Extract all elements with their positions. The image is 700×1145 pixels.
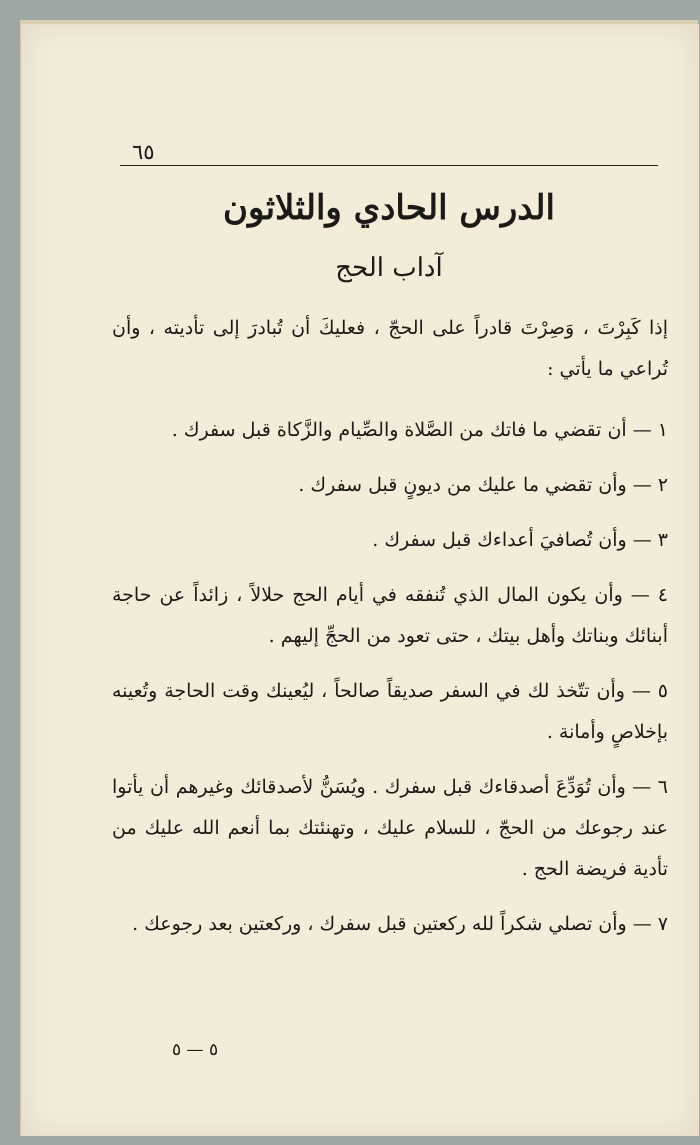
page-header: [120, 140, 658, 168]
footer-signature: ٥ — ٥: [172, 1040, 219, 1060]
header-rule: [120, 165, 658, 166]
list-item-4: ٤ — وأن يكون المال الذي تُنفقه في أيام الحج حلالاً ، زائداً عن حاجة أبنائك وبناتك وأهل بيتك ، حتى تعود من الحجِّ إليهم .: [112, 584, 668, 647]
list-item-5: ٥ — وأن تتّخذ لك في السفر صديقاً صالحاً ، ليُعينك وقت الحاجة وتُعينه بإخلاصٍ وأمانة .: [112, 680, 668, 743]
page-number: ٦٥: [132, 140, 155, 164]
list-item-6: ٦ — وأن تُوَدِّعَ أصدقاءك قبل سفرك . ويُسَنُّ لأصدقائك وغيرهم أن يأتوا عند رجوعك من الحجّ ، للسلام عليك ، وتهنئتك بما أنعم الله عليك من تأدية فريضة الحج .: [112, 776, 668, 880]
list-item-2: ٢ — وأن تقضي ما عليك من ديونٍ قبل سفرك .: [298, 474, 668, 496]
list-item-1: ١ — أن تقضي ما فاتك من الصَّلاة والصِّيام والزَّكاة قبل سفرك .: [171, 419, 668, 441]
intro-paragraph: إذا كَبِرْتَ ، وَصِرْتَ قادراً على الحجّ ، فعليكَ أن تُبادرَ إلى تأديته ، وأن تُراعي ما يأتي :: [112, 317, 668, 380]
lesson-body: [112, 308, 668, 959]
lesson-title: الدرس الحادي والثلاثون: [223, 188, 555, 228]
list-item-3: ٣ — وأن تُصافيَ أعداءك قبل سفرك .: [372, 529, 668, 551]
list-item-7: ٧ — وأن تصلي شكراً لله ركعتين قبل سفرك ، وركعتين بعد رجوعك .: [132, 913, 668, 935]
lesson-subtitle: آداب الحج: [335, 253, 443, 283]
